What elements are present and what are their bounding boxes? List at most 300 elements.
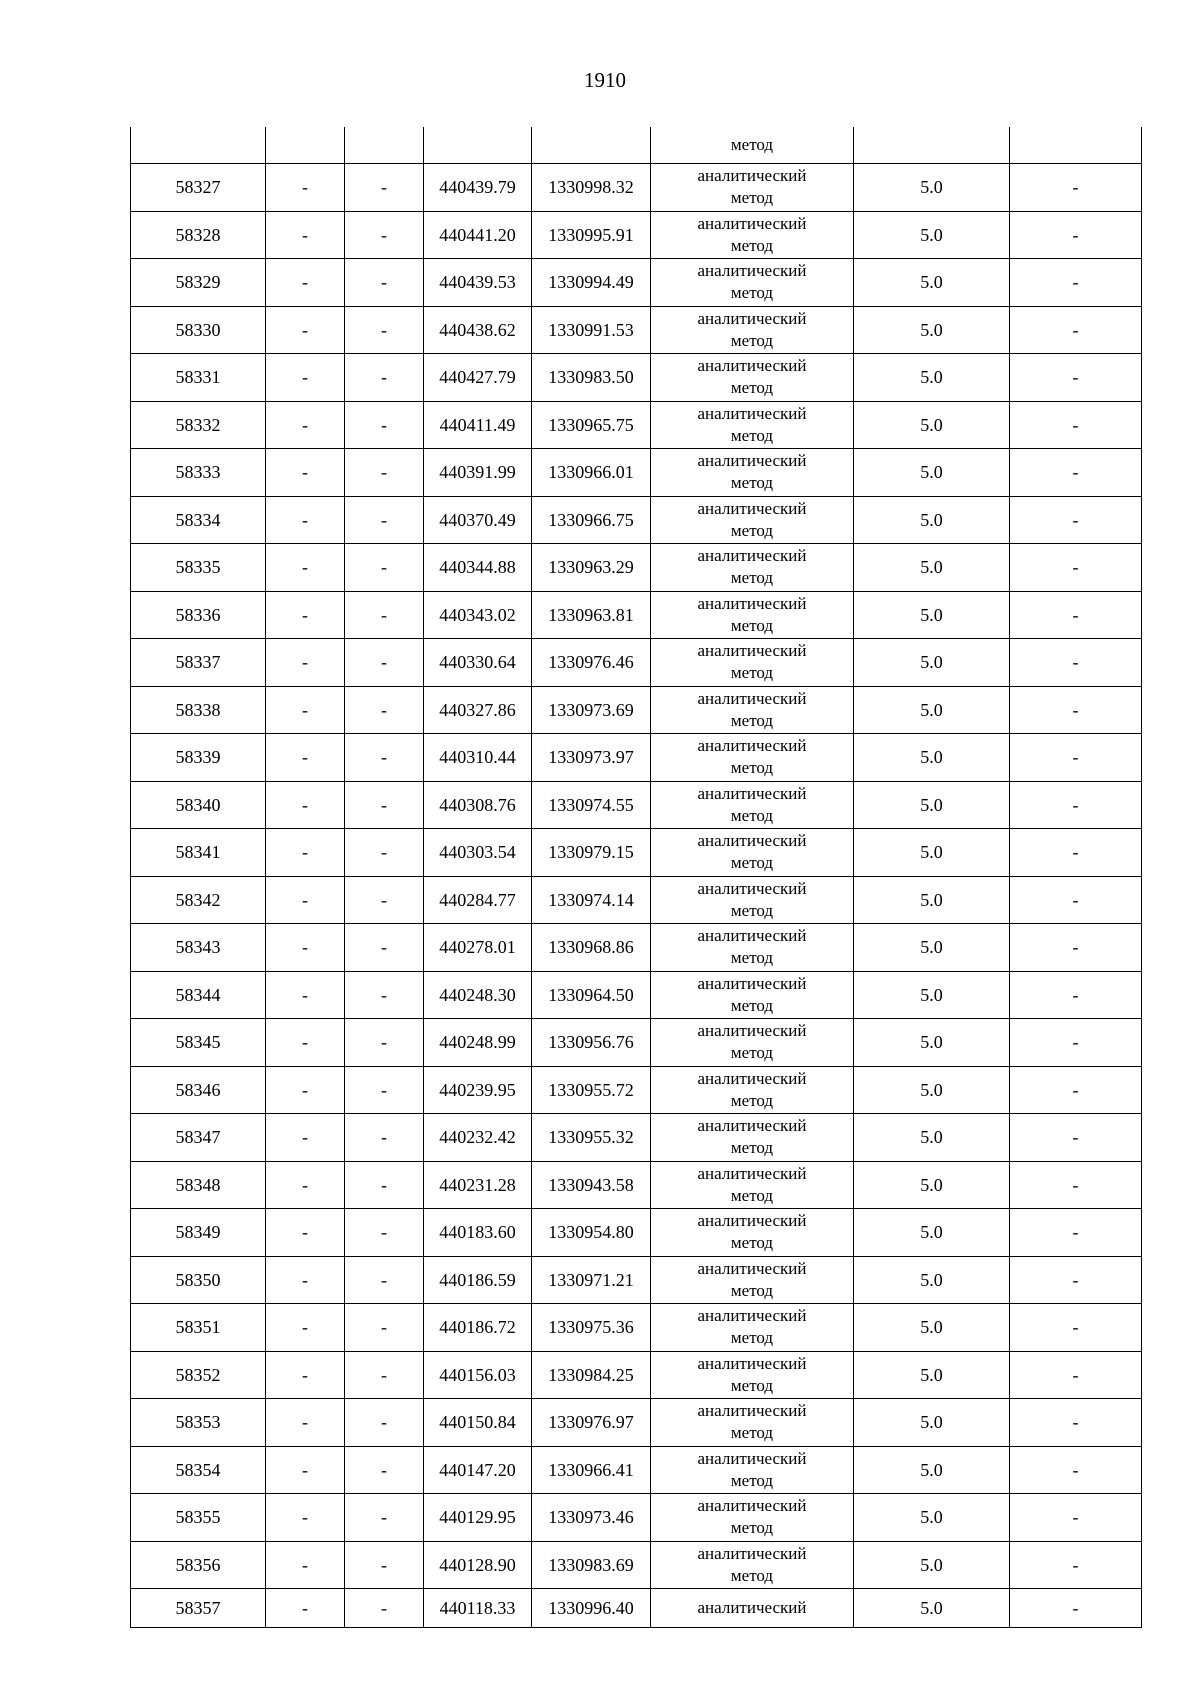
method-text-line-2: метод bbox=[730, 1470, 774, 1490]
cell-dash: - bbox=[266, 734, 345, 782]
cell-point-id: 58357 bbox=[131, 1589, 266, 1628]
cell-dash: - bbox=[345, 924, 424, 972]
method-text-line-1: аналитический bbox=[697, 1116, 807, 1136]
cell-method bbox=[651, 686, 854, 734]
method-text-line-1: аналитический bbox=[697, 1353, 807, 1373]
cell-accuracy: 5.0 bbox=[854, 1541, 1010, 1589]
table-row bbox=[131, 686, 1142, 734]
cell-point-id: 58349 bbox=[131, 1209, 266, 1257]
cell-point-id: 58346 bbox=[131, 1066, 266, 1114]
cell-dash: - bbox=[266, 1541, 345, 1589]
cell-accuracy: 5.0 bbox=[854, 211, 1010, 259]
cell-dash: - bbox=[266, 639, 345, 687]
cell-dash: - bbox=[1010, 401, 1142, 449]
cell-x-coordinate: 440232.42 bbox=[424, 1114, 532, 1162]
cell-y-coordinate: 1330973.69 bbox=[532, 686, 651, 734]
cell-dash: - bbox=[266, 354, 345, 402]
method-text-line-1: аналитический bbox=[697, 213, 807, 233]
cell-dash: - bbox=[266, 164, 345, 212]
method-text-line-1: аналитический bbox=[697, 593, 807, 613]
method-text-line-2: метод bbox=[730, 1328, 774, 1348]
cell-dash: - bbox=[1010, 781, 1142, 829]
method-text-line-1: аналитический bbox=[697, 166, 807, 186]
table-row bbox=[131, 1019, 1142, 1067]
cell-y-coordinate: 1330956.76 bbox=[532, 1019, 651, 1067]
cell-x-coordinate: 440327.86 bbox=[424, 686, 532, 734]
cell-dash: - bbox=[1010, 1209, 1142, 1257]
cell-dash: - bbox=[345, 401, 424, 449]
cell-y-coordinate: 1330966.41 bbox=[532, 1446, 651, 1494]
cell-y-coordinate: 1330994.49 bbox=[532, 259, 651, 307]
cell-dash: - bbox=[1010, 591, 1142, 639]
cell-point-id: 58342 bbox=[131, 876, 266, 924]
method-text-line-2: метод bbox=[730, 1518, 774, 1538]
cell-accuracy: 5.0 bbox=[854, 686, 1010, 734]
cell-dash: - bbox=[266, 1446, 345, 1494]
cell-y-coordinate: 1330955.72 bbox=[532, 1066, 651, 1114]
cell-y-coordinate: 1330966.75 bbox=[532, 496, 651, 544]
method-text-line-2: метод bbox=[730, 948, 774, 968]
cell-method bbox=[651, 1589, 854, 1628]
cell-point-id: 58337 bbox=[131, 639, 266, 687]
method-text-line-1: аналитический bbox=[697, 1021, 807, 1041]
cell-accuracy: 5.0 bbox=[854, 164, 1010, 212]
cell-dash: - bbox=[1010, 639, 1142, 687]
cell-y-coordinate: 1330983.50 bbox=[532, 354, 651, 402]
cell-accuracy: 5.0 bbox=[854, 401, 1010, 449]
cell-dash: - bbox=[1010, 306, 1142, 354]
cell-method bbox=[651, 1399, 854, 1447]
cell-dash: - bbox=[266, 591, 345, 639]
cell-dash: - bbox=[266, 449, 345, 497]
method-text-line-2: метод bbox=[730, 615, 774, 635]
cell-dash: - bbox=[1010, 686, 1142, 734]
table-row bbox=[131, 1494, 1142, 1542]
table-row bbox=[131, 829, 1142, 877]
cell-y-coordinate: 1330966.01 bbox=[532, 449, 651, 497]
cell-method bbox=[651, 354, 854, 402]
cell-accuracy: 5.0 bbox=[854, 1399, 1010, 1447]
cell-empty bbox=[854, 127, 1010, 164]
cell-method bbox=[651, 401, 854, 449]
cell-accuracy: 5.0 bbox=[854, 1494, 1010, 1542]
cell-y-coordinate: 1330963.81 bbox=[532, 591, 651, 639]
cell-dash: - bbox=[1010, 1446, 1142, 1494]
method-text-line-2: метод bbox=[730, 378, 774, 398]
cell-dash: - bbox=[1010, 924, 1142, 972]
cell-dash: - bbox=[345, 781, 424, 829]
cell-method bbox=[651, 1209, 854, 1257]
cell-point-id: 58354 bbox=[131, 1446, 266, 1494]
table-row bbox=[131, 1114, 1142, 1162]
cell-dash: - bbox=[266, 306, 345, 354]
table-row bbox=[131, 1446, 1142, 1494]
cell-point-id: 58338 bbox=[131, 686, 266, 734]
cell-dash: - bbox=[266, 1256, 345, 1304]
table-row bbox=[131, 924, 1142, 972]
table-row bbox=[131, 781, 1142, 829]
method-text-line-2: метод bbox=[730, 1043, 774, 1063]
cell-dash: - bbox=[1010, 1066, 1142, 1114]
cell-y-coordinate: 1330963.29 bbox=[532, 544, 651, 592]
cell-dash: - bbox=[1010, 1304, 1142, 1352]
cell-x-coordinate: 440231.28 bbox=[424, 1161, 532, 1209]
cell-empty bbox=[345, 127, 424, 164]
cell-x-coordinate: 440150.84 bbox=[424, 1399, 532, 1447]
cell-dash: - bbox=[266, 1399, 345, 1447]
cell-dash: - bbox=[1010, 1114, 1142, 1162]
method-text-line-1: аналитический bbox=[697, 356, 807, 376]
cell-dash: - bbox=[345, 876, 424, 924]
cell-empty bbox=[424, 127, 532, 164]
coordinates-table bbox=[130, 127, 1142, 1628]
method-text-line-2: метод bbox=[730, 520, 774, 540]
table-row bbox=[131, 1256, 1142, 1304]
cell-dash: - bbox=[266, 544, 345, 592]
cell-accuracy: 5.0 bbox=[854, 1209, 1010, 1257]
cell-point-id: 58348 bbox=[131, 1161, 266, 1209]
cell-dash: - bbox=[345, 591, 424, 639]
cell-accuracy: 5.0 bbox=[854, 1019, 1010, 1067]
table-row bbox=[131, 734, 1142, 782]
cell-point-id: 58333 bbox=[131, 449, 266, 497]
cell-x-coordinate: 440248.99 bbox=[424, 1019, 532, 1067]
method-text-line-2: метод bbox=[730, 900, 774, 920]
table-row bbox=[131, 1351, 1142, 1399]
cell-point-id: 58347 bbox=[131, 1114, 266, 1162]
cell-dash: - bbox=[345, 449, 424, 497]
table-row bbox=[131, 306, 1142, 354]
cell-dash: - bbox=[345, 306, 424, 354]
method-text-line-1: аналитический bbox=[697, 1598, 807, 1617]
method-text-line-2: метод bbox=[730, 1138, 774, 1158]
cell-point-id: 58352 bbox=[131, 1351, 266, 1399]
cell-x-coordinate: 440186.59 bbox=[424, 1256, 532, 1304]
table-row bbox=[131, 971, 1142, 1019]
cell-point-id: 58355 bbox=[131, 1494, 266, 1542]
cell-accuracy: 5.0 bbox=[854, 876, 1010, 924]
table-row bbox=[131, 544, 1142, 592]
cell-accuracy: 5.0 bbox=[854, 924, 1010, 972]
cell-method bbox=[651, 1541, 854, 1589]
cell-accuracy: 5.0 bbox=[854, 829, 1010, 877]
cell-y-coordinate: 1330998.32 bbox=[532, 164, 651, 212]
method-text-line-2: метод bbox=[730, 663, 774, 683]
method-text-line-1: аналитический bbox=[697, 926, 807, 946]
cell-dash: - bbox=[266, 496, 345, 544]
cell-dash: - bbox=[345, 1304, 424, 1352]
cell-dash: - bbox=[1010, 1589, 1142, 1628]
cell-dash: - bbox=[266, 781, 345, 829]
method-text-line-1: аналитический bbox=[697, 1211, 807, 1231]
table-row bbox=[131, 1541, 1142, 1589]
table-row bbox=[131, 1589, 1142, 1628]
cell-dash: - bbox=[1010, 164, 1142, 212]
cell-dash: - bbox=[1010, 544, 1142, 592]
method-text-line-2: метод bbox=[730, 330, 774, 350]
cell-y-coordinate: 1330995.91 bbox=[532, 211, 651, 259]
cell-dash: - bbox=[345, 1494, 424, 1542]
cell-method bbox=[651, 1446, 854, 1494]
cell-method bbox=[651, 829, 854, 877]
cell-x-coordinate: 440248.30 bbox=[424, 971, 532, 1019]
method-text-line-1: аналитический bbox=[697, 831, 807, 851]
cell-dash: - bbox=[266, 1019, 345, 1067]
method-text-line-2: метод bbox=[730, 568, 774, 588]
cell-x-coordinate: 440128.90 bbox=[424, 1541, 532, 1589]
method-text-line-1: аналитический bbox=[697, 1496, 807, 1516]
cell-y-coordinate: 1330968.86 bbox=[532, 924, 651, 972]
cell-accuracy: 5.0 bbox=[854, 496, 1010, 544]
table-row bbox=[131, 1161, 1142, 1209]
cell-dash: - bbox=[1010, 1019, 1142, 1067]
method-text-line-1: аналитический bbox=[697, 1258, 807, 1278]
cell-method bbox=[651, 1066, 854, 1114]
cell-x-coordinate: 440186.72 bbox=[424, 1304, 532, 1352]
cell-dash: - bbox=[345, 544, 424, 592]
cell-point-id: 58343 bbox=[131, 924, 266, 972]
method-text-line-2: метод bbox=[730, 188, 774, 208]
cell-dash: - bbox=[1010, 876, 1142, 924]
cell-method bbox=[651, 1019, 854, 1067]
cell-method bbox=[651, 164, 854, 212]
method-text-line-2: метод bbox=[730, 1423, 774, 1443]
cell-dash: - bbox=[1010, 971, 1142, 1019]
cell-dash: - bbox=[266, 924, 345, 972]
table-row bbox=[131, 1304, 1142, 1352]
method-text-line-2: метод bbox=[730, 995, 774, 1015]
cell-y-coordinate: 1330976.97 bbox=[532, 1399, 651, 1447]
cell-y-coordinate: 1330973.46 bbox=[532, 1494, 651, 1542]
method-text-line-1: аналитический bbox=[697, 308, 807, 328]
cell-dash: - bbox=[345, 971, 424, 1019]
cell-point-id: 58334 bbox=[131, 496, 266, 544]
cell-dash: - bbox=[345, 496, 424, 544]
cell-point-id: 58353 bbox=[131, 1399, 266, 1447]
cell-accuracy: 5.0 bbox=[854, 354, 1010, 402]
cell-accuracy: 5.0 bbox=[854, 734, 1010, 782]
cell-x-coordinate: 440308.76 bbox=[424, 781, 532, 829]
method-text-line-2: метод bbox=[730, 283, 774, 303]
cell-dash: - bbox=[345, 164, 424, 212]
table-row bbox=[131, 591, 1142, 639]
cell-x-coordinate: 440284.77 bbox=[424, 876, 532, 924]
method-text-line-2: метод bbox=[730, 1090, 774, 1110]
cell-y-coordinate: 1330974.14 bbox=[532, 876, 651, 924]
table-row bbox=[131, 1209, 1142, 1257]
method-text-line-1: аналитический bbox=[697, 1543, 807, 1563]
cell-method bbox=[651, 1304, 854, 1352]
cell-dash: - bbox=[345, 1019, 424, 1067]
cell-x-coordinate: 440439.79 bbox=[424, 164, 532, 212]
cell-point-id: 58351 bbox=[131, 1304, 266, 1352]
cell-accuracy: 5.0 bbox=[854, 1114, 1010, 1162]
cell-point-id: 58332 bbox=[131, 401, 266, 449]
cell-accuracy: 5.0 bbox=[854, 591, 1010, 639]
cell-accuracy: 5.0 bbox=[854, 306, 1010, 354]
cell-dash: - bbox=[345, 1351, 424, 1399]
cell-dash: - bbox=[1010, 449, 1142, 497]
cell-dash: - bbox=[345, 1209, 424, 1257]
cell-dash: - bbox=[266, 1209, 345, 1257]
cell-x-coordinate: 440118.33 bbox=[424, 1589, 532, 1628]
cell-dash: - bbox=[266, 971, 345, 1019]
method-text-line-2: метод bbox=[730, 1185, 774, 1205]
table-row bbox=[131, 639, 1142, 687]
cell-accuracy: 5.0 bbox=[854, 544, 1010, 592]
method-text-line-1: аналитический bbox=[697, 1163, 807, 1183]
cell-x-coordinate: 440439.53 bbox=[424, 259, 532, 307]
cell-x-coordinate: 440441.20 bbox=[424, 211, 532, 259]
method-text-line-2: метод bbox=[730, 425, 774, 445]
cell-dash: - bbox=[1010, 1541, 1142, 1589]
table-row bbox=[131, 354, 1142, 402]
method-text-line-1: аналитический bbox=[697, 973, 807, 993]
cell-dash: - bbox=[345, 829, 424, 877]
cell-x-coordinate: 440183.60 bbox=[424, 1209, 532, 1257]
cell-dash: - bbox=[266, 259, 345, 307]
cell-x-coordinate: 440391.99 bbox=[424, 449, 532, 497]
cell-accuracy: 5.0 bbox=[854, 781, 1010, 829]
cell-method bbox=[651, 971, 854, 1019]
cell-method bbox=[651, 496, 854, 544]
cell-y-coordinate: 1330996.40 bbox=[532, 1589, 651, 1628]
cell-dash: - bbox=[345, 1161, 424, 1209]
cell-point-id: 58335 bbox=[131, 544, 266, 592]
cell-x-coordinate: 440239.95 bbox=[424, 1066, 532, 1114]
cell-x-coordinate: 440129.95 bbox=[424, 1494, 532, 1542]
cell-y-coordinate: 1330979.15 bbox=[532, 829, 651, 877]
cell-point-id: 58329 bbox=[131, 259, 266, 307]
cell-y-coordinate: 1330964.50 bbox=[532, 971, 651, 1019]
cell-y-coordinate: 1330955.32 bbox=[532, 1114, 651, 1162]
cell-dash: - bbox=[266, 1351, 345, 1399]
table-row bbox=[131, 449, 1142, 497]
method-text-line-1: аналитический bbox=[697, 403, 807, 423]
cell-accuracy: 5.0 bbox=[854, 971, 1010, 1019]
table-row bbox=[131, 1399, 1142, 1447]
cell-dash: - bbox=[1010, 1399, 1142, 1447]
cell-dash: - bbox=[345, 639, 424, 687]
cell-dash: - bbox=[345, 734, 424, 782]
cell-method bbox=[651, 306, 854, 354]
cell-point-id: 58330 bbox=[131, 306, 266, 354]
cell-x-coordinate: 440156.03 bbox=[424, 1351, 532, 1399]
cell-point-id: 58350 bbox=[131, 1256, 266, 1304]
cell-accuracy: 5.0 bbox=[854, 639, 1010, 687]
cell-method bbox=[651, 127, 854, 164]
cell-dash: - bbox=[266, 686, 345, 734]
cell-empty bbox=[1010, 127, 1142, 164]
cell-method bbox=[651, 1114, 854, 1162]
cell-dash: - bbox=[266, 1304, 345, 1352]
method-text-line-1: аналитический bbox=[697, 1306, 807, 1326]
cell-method bbox=[651, 876, 854, 924]
cell-point-id: 58336 bbox=[131, 591, 266, 639]
cell-point-id: 58345 bbox=[131, 1019, 266, 1067]
cell-empty bbox=[131, 127, 266, 164]
cell-y-coordinate: 1330974.55 bbox=[532, 781, 651, 829]
cell-y-coordinate: 1330973.97 bbox=[532, 734, 651, 782]
cell-dash: - bbox=[1010, 1161, 1142, 1209]
method-text-line-1: аналитический bbox=[697, 641, 807, 661]
table-row bbox=[131, 164, 1142, 212]
cell-dash: - bbox=[345, 1399, 424, 1447]
cell-x-coordinate: 440310.44 bbox=[424, 734, 532, 782]
cell-dash: - bbox=[266, 1114, 345, 1162]
method-text-line-2: метод bbox=[730, 1565, 774, 1585]
cell-method bbox=[651, 544, 854, 592]
cell-x-coordinate: 440330.64 bbox=[424, 639, 532, 687]
cell-method bbox=[651, 1161, 854, 1209]
cell-accuracy: 5.0 bbox=[854, 1161, 1010, 1209]
cell-dash: - bbox=[1010, 829, 1142, 877]
method-text-line-2: метод bbox=[730, 805, 774, 825]
method-text-line-2: метод bbox=[730, 1233, 774, 1253]
cell-dash: - bbox=[345, 259, 424, 307]
cell-method bbox=[651, 591, 854, 639]
cell-x-coordinate: 440343.02 bbox=[424, 591, 532, 639]
cell-accuracy: 5.0 bbox=[854, 1351, 1010, 1399]
cell-method bbox=[651, 1494, 854, 1542]
cell-dash: - bbox=[1010, 1256, 1142, 1304]
cell-accuracy: 5.0 bbox=[854, 1066, 1010, 1114]
cell-point-id: 58341 bbox=[131, 829, 266, 877]
cell-y-coordinate: 1330976.46 bbox=[532, 639, 651, 687]
cell-method bbox=[651, 734, 854, 782]
method-text-line-1: аналитический bbox=[697, 451, 807, 471]
method-text-line-2: метод bbox=[730, 853, 774, 873]
method-text-line-1: аналитический bbox=[697, 1448, 807, 1468]
method-text-line-1: аналитический bbox=[697, 546, 807, 566]
method-text-line-1: аналитический bbox=[697, 783, 807, 803]
cell-point-id: 58340 bbox=[131, 781, 266, 829]
cell-dash: - bbox=[345, 1446, 424, 1494]
table-row bbox=[131, 259, 1142, 307]
cell-method bbox=[651, 639, 854, 687]
table-row bbox=[131, 876, 1142, 924]
cell-method bbox=[651, 449, 854, 497]
cell-method bbox=[651, 211, 854, 259]
cell-dash: - bbox=[266, 1066, 345, 1114]
table-row bbox=[131, 496, 1142, 544]
cell-empty bbox=[532, 127, 651, 164]
cell-dash: - bbox=[345, 1541, 424, 1589]
cell-point-id: 58356 bbox=[131, 1541, 266, 1589]
method-text-line-2: метод bbox=[730, 710, 774, 730]
table-row bbox=[131, 1066, 1142, 1114]
cell-dash: - bbox=[266, 829, 345, 877]
cell-dash: - bbox=[1010, 211, 1142, 259]
method-text-line-2: метод bbox=[730, 1280, 774, 1300]
method-text-line-1: аналитический bbox=[697, 736, 807, 756]
cell-accuracy: 5.0 bbox=[854, 1446, 1010, 1494]
cell-y-coordinate: 1330983.69 bbox=[532, 1541, 651, 1589]
cell-y-coordinate: 1330943.58 bbox=[532, 1161, 651, 1209]
cell-accuracy: 5.0 bbox=[854, 449, 1010, 497]
cell-x-coordinate: 440303.54 bbox=[424, 829, 532, 877]
cell-dash: - bbox=[345, 686, 424, 734]
method-text-line-1: аналитический bbox=[697, 688, 807, 708]
method-text-line-2: метод bbox=[730, 1375, 774, 1395]
cell-dash: - bbox=[345, 1114, 424, 1162]
cell-accuracy: 5.0 bbox=[854, 1304, 1010, 1352]
method-text: метод bbox=[730, 135, 774, 154]
cell-y-coordinate: 1330965.75 bbox=[532, 401, 651, 449]
table-row bbox=[131, 211, 1142, 259]
cell-y-coordinate: 1330991.53 bbox=[532, 306, 651, 354]
method-text-line-1: аналитический bbox=[697, 1068, 807, 1088]
